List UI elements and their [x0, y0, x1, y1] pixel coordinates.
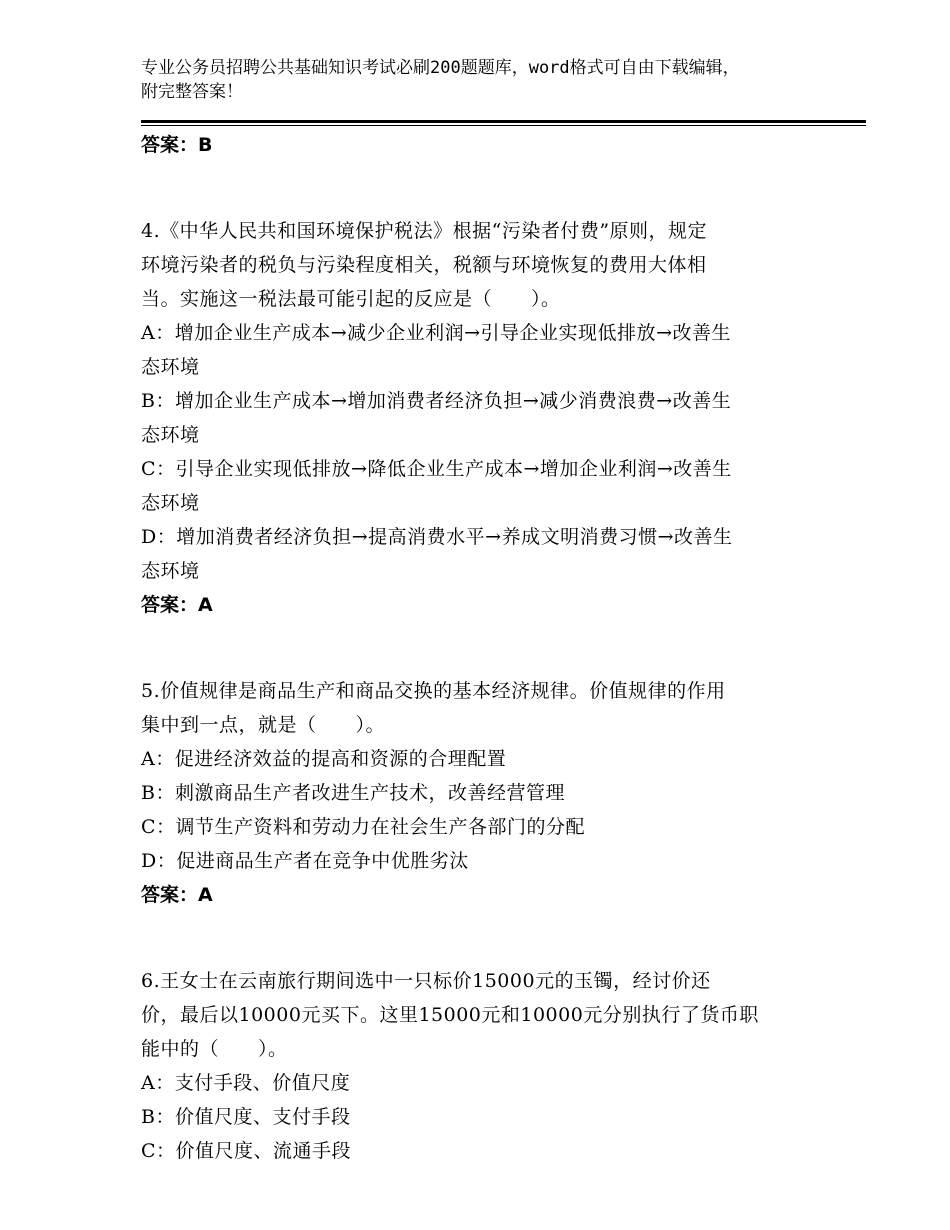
- question-6: [141, 964, 821, 1168]
- header-line-1: 专业公务员招聘公共基础知识考试必刷200题题库，word格式可自由下载编辑，: [141, 58, 740, 78]
- question-text-line: 5.价值规律是商品生产和商品交换的基本经济规律。价值规律的作用: [141, 680, 726, 702]
- answer-5: [141, 878, 821, 912]
- option-b: B：增加企业生产成本→增加消费者经济负担→减少消费浪费→改善生: [141, 390, 732, 412]
- option-d: D：增加消费者经济负担→提高消费水平→养成文明消费习惯→改善生: [141, 526, 733, 548]
- question-text-line: 集中到一点，就是（ ）。: [141, 714, 386, 736]
- answer-label: 答案：: [141, 594, 199, 616]
- page-header: [141, 56, 831, 104]
- answer-label: 答案：: [141, 134, 199, 156]
- question-text-line: 能中的（ ）。: [141, 1038, 288, 1060]
- question-text-line: 环境污染者的税负与污染程度相关，税额与环境恢复的费用大体相: [141, 254, 707, 276]
- answer-prev: [141, 128, 821, 162]
- option-c-cont: 态环境: [141, 492, 200, 514]
- question-text-line: 6.王女士在云南旅行期间选中一只标价15000元的玉镯，经讨价还: [141, 970, 711, 992]
- answer-value: A: [198, 884, 213, 906]
- answer-label: 答案：: [141, 884, 199, 906]
- question-4: [141, 214, 821, 622]
- option-b: B：刺激商品生产者改进生产技术，改善经营管理: [141, 782, 565, 804]
- answer-value: B: [198, 134, 213, 156]
- answer-4: [141, 588, 821, 622]
- option-a: A：增加企业生产成本→减少企业利润→引导企业实现低排放→改善生: [141, 322, 731, 344]
- option-a-cont: 态环境: [141, 356, 200, 378]
- option-d: D：促进商品生产者在竞争中优胜劣汰: [141, 850, 469, 872]
- option-c: C：价值尺度、流通手段: [141, 1140, 352, 1162]
- options-list: [141, 1066, 821, 1168]
- option-c: C：引导企业实现低排放→降低企业生产成本→增加企业利润→改善生: [141, 458, 732, 480]
- answer-value: A: [198, 594, 213, 616]
- header-line-2: 附完整答案！: [141, 82, 243, 102]
- question-text-line: 4.《中华人民共和国环境保护税法》根据“污染者付费”原则，规定: [141, 220, 708, 242]
- option-b-cont: 态环境: [141, 424, 200, 446]
- option-c: C：调节生产资料和劳动力在社会生产各部门的分配: [141, 816, 586, 838]
- options-list: [141, 316, 821, 588]
- header-rule-thin: [141, 125, 866, 126]
- question-5: [141, 674, 821, 912]
- document-body: [141, 128, 821, 1168]
- option-a: A：促进经济效益的提高和资源的合理配置: [141, 748, 507, 770]
- options-list: [141, 742, 821, 878]
- option-d-cont: 态环境: [141, 560, 200, 582]
- option-b: B：价值尺度、支付手段: [141, 1106, 351, 1128]
- question-text-line: 价，最后以10000元买下。这里15000元和10000元分别执行了货币职: [141, 1004, 759, 1026]
- question-text-line: 当。实施这一税法最可能引起的反应是（ ）。: [141, 288, 561, 310]
- option-a: A：支付手段、价值尺度: [141, 1072, 351, 1094]
- header-rule-thick: [141, 120, 866, 123]
